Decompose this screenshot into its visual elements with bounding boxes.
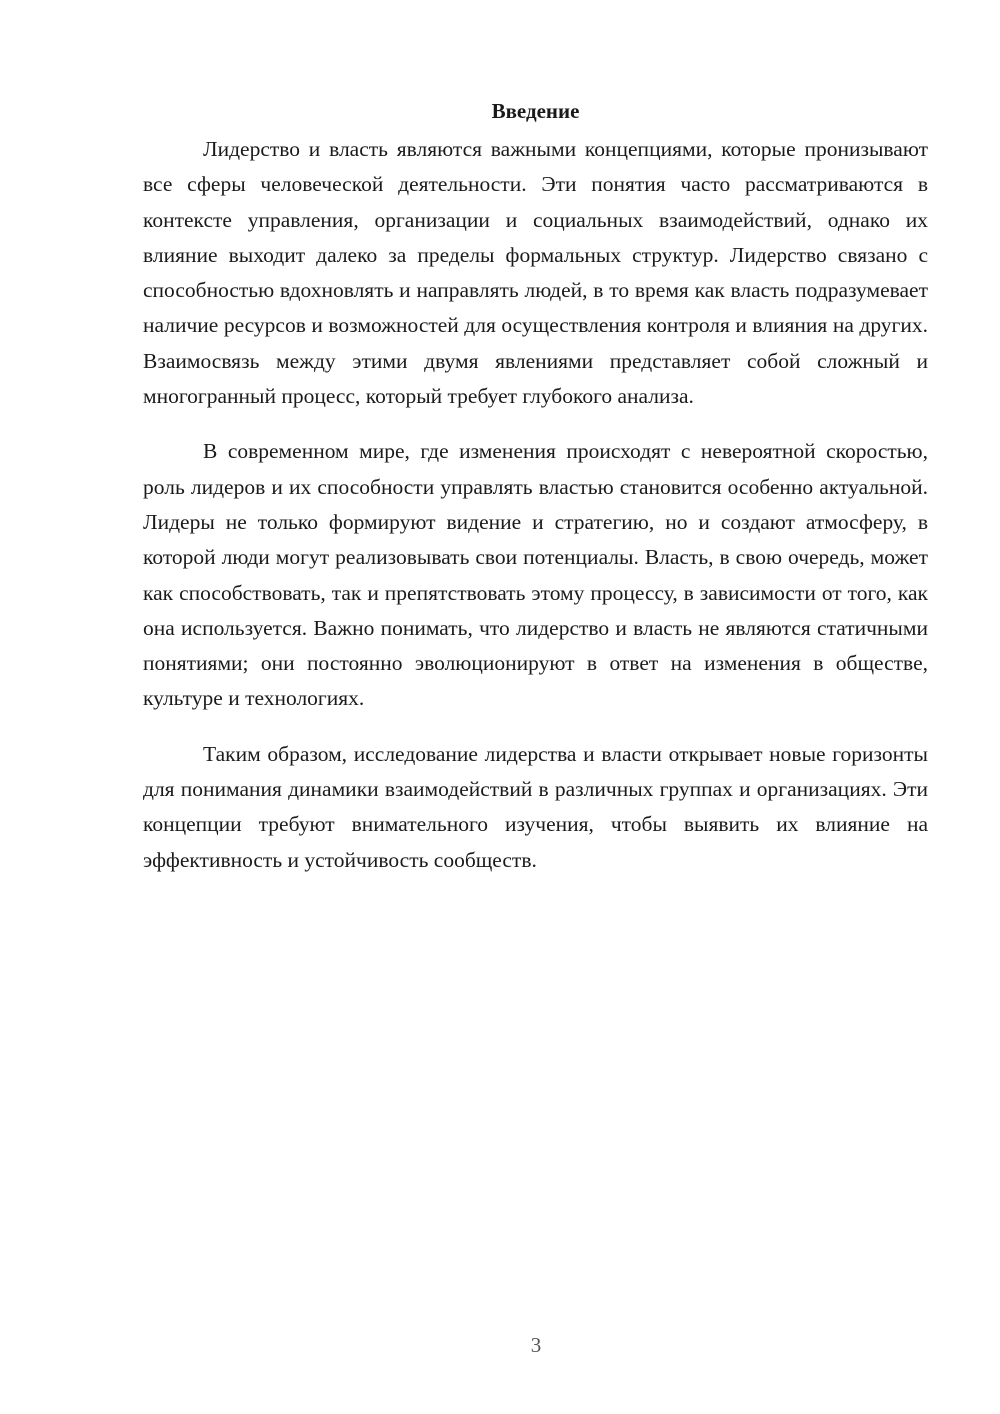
paragraph-3: Таким образом, исследование лидерства и власти открывает новые горизонты для понимания динамики взаимодействий в различных группах и организациях. Эти концепции требуют внимательного изучения, чтобы выявить их влияние на эффективность и устойчивость сообществ. xyxy=(143,741,928,872)
paragraph-2: В современном мире, где изменения происходят с невероятной скоростью, роль лидеров и их способности управлять властью становится особенно актуальной. Лидеры не только формируют видение и стратегию, но и создают атмосферу, в которой люди могут реализовывать свои потенциалы. Власть, в свою очередь, может как способствовать, так и препятствовать этому процессу, в зависимости от того, как она используется. Важно понимать, что лидерство и власть не являются статичными понятиями; они постоянно эволюционируют в ответ на изменения в обществе, культуре и технологиях. xyxy=(143,439,928,711)
section-title: Введение xyxy=(491,99,580,123)
page-number: 3 xyxy=(530,1333,542,1357)
page-content xyxy=(143,96,928,898)
paragraph-1: Лидерство и власть являются важными концепциями, которые пронизывают все сферы человеческой деятельности. Эти понятия часто рассматриваются в контексте управления, организации и социальных взаимодействий, однако их влияние выходит далеко за пределы формальных структур. Лидерство связано с способностью вдохновлять и направлять людей, в то время как власть подразумевает наличие ресурсов и возможностей для осуществления контроля и влияния на других. Взаимосвязь между этими двумя явлениями представляет собой сложный и многогранный процесс, который требует глубокого анализа. xyxy=(143,137,928,409)
